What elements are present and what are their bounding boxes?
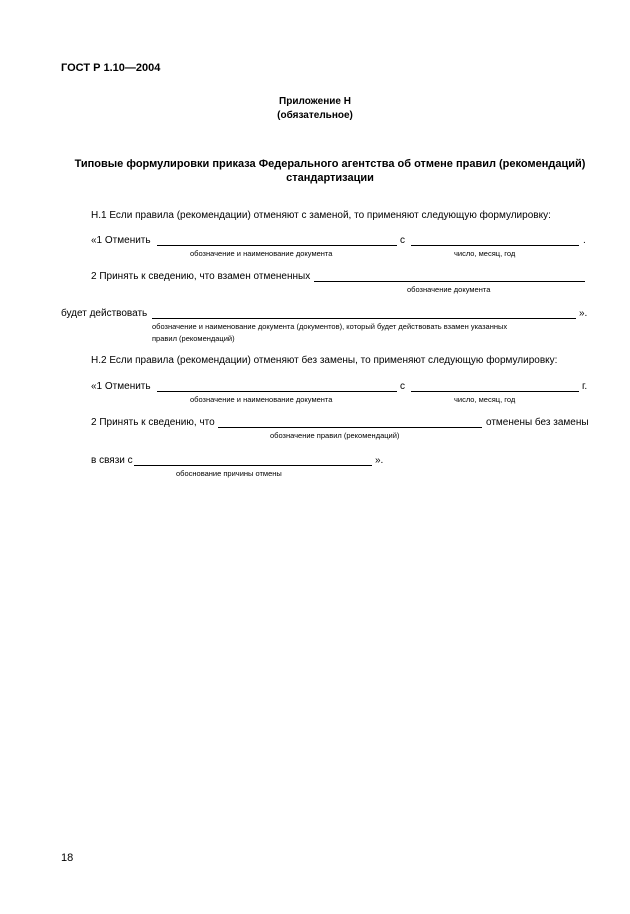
s1-item1-end: . [583, 235, 586, 246]
s1-item2-caption: обозначение документа [407, 285, 491, 294]
s2-item2-caption: обозначение правил (рекомендаций) [270, 431, 400, 440]
s1-item2-blank [314, 281, 585, 282]
s1-item1-mid: с [400, 235, 405, 246]
s2-item1-mid: с [400, 381, 405, 392]
s2-reason-caption: обоснование причины отмены [176, 469, 282, 478]
s1-item2-prefix: 2 Принять к сведению, что взамен отмененных [91, 271, 311, 282]
main-title: Типовые формулировки приказа Федерального агентства об отмене правил (рекомендаций) стандартизации [74, 158, 586, 184]
standard-designation: ГОСТ Р 1.10—2004 [61, 62, 161, 74]
section2-intro: Н.2 Если правила (рекомендации) отменяют без замены, то применяют следующую формулировку: [91, 355, 558, 366]
s2-item1-end: г. [582, 381, 588, 392]
s1-will-act-end: ». [579, 308, 588, 319]
appendix-status: (обязательное) [277, 110, 353, 121]
s2-item1-doc-blank [157, 391, 397, 392]
section1-intro: Н.1 Если правила (рекомендации) отменяют с заменой, то применяют следующую формулировку: [91, 210, 551, 221]
s1-will-act-blank [152, 318, 576, 319]
s1-item1-caption-date: число, месяц, год [454, 249, 516, 258]
appendix-heading [0, 95, 630, 123]
s2-reason-prefix: в связи с [91, 455, 133, 466]
s1-item1-prefix: «1 Отменить [91, 235, 151, 246]
s2-item2-suffix: отменены без замены [486, 417, 589, 428]
s2-item1-caption-doc: обозначение и наименование документа [190, 395, 333, 404]
appendix-title: Приложение Н [279, 96, 351, 107]
s1-will-act-caption-1: обозначение и наименование документа (документов), который будет действовать взамен указанных [152, 322, 508, 331]
s1-will-act-label: будет действовать [61, 308, 148, 319]
s2-reason-blank [134, 465, 372, 466]
s2-item1-prefix: «1 Отменить [91, 381, 151, 392]
s2-item2-blank [218, 427, 482, 428]
s1-item1-date-blank [411, 245, 579, 246]
s2-item1-date-blank [411, 391, 579, 392]
s2-item1-caption-date: число, месяц, год [454, 395, 516, 404]
s1-item1-doc-blank [157, 245, 397, 246]
s1-item1-caption-doc: обозначение и наименование документа [190, 249, 333, 258]
s1-will-act-caption-2: правил (рекомендаций) [152, 334, 235, 343]
s2-reason-end: ». [375, 455, 384, 466]
page-number: 18 [61, 852, 74, 864]
s2-item2-prefix: 2 Принять к сведению, что [91, 417, 215, 428]
